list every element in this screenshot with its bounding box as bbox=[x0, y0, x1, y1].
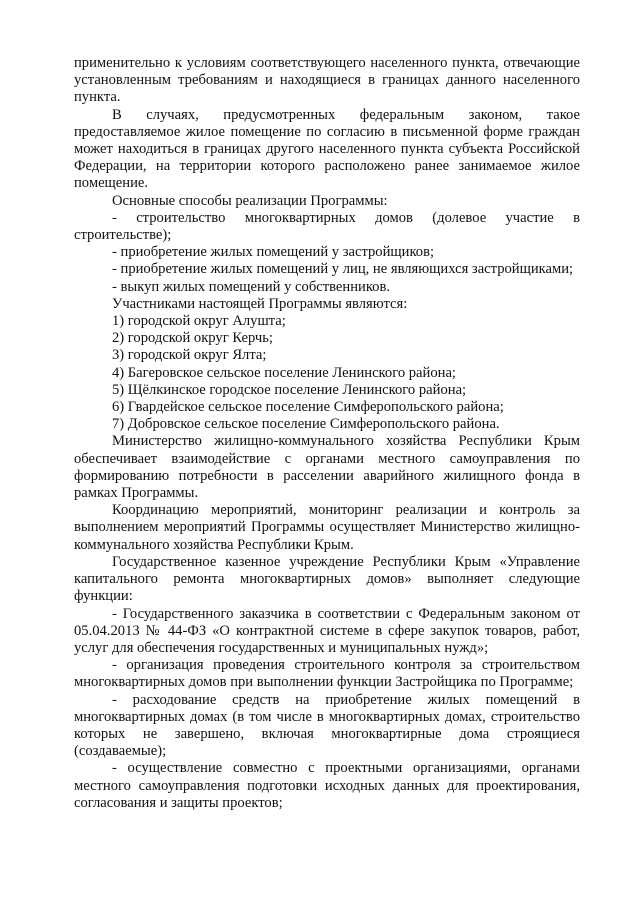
list-item: 3) городской округ Ялта; bbox=[112, 347, 267, 364]
list-item: - организация проведения строительного контроля за строительством многоквартирных домов при выполнении функции Застройщика по Программе; bbox=[74, 657, 580, 691]
list-item: 6) Гвардейское сельское поселение Симферопольского района; bbox=[112, 399, 504, 416]
list-item: 7) Добровское сельское поселение Симферопольского района. bbox=[112, 416, 500, 433]
document-body bbox=[74, 55, 580, 812]
paragraph: Участниками настоящей Программы являются: bbox=[112, 295, 408, 312]
list-item: - приобретение жилых помещений у застройщиков; bbox=[112, 244, 435, 261]
list-item: 2) городской округ Керчь; bbox=[112, 330, 273, 347]
paragraph: Министерство жилищно-коммунального хозяйства Республики Крым обеспечивает взаимодействие с органами местного самоуправления по формированию потребности в расселении аварийного жилищного фонда в рамках Программы. bbox=[74, 433, 580, 502]
list-item: 5) Щёлкинское городское поселение Ленинского района; bbox=[112, 381, 467, 398]
paragraph: В случаях, предусмотренных федеральным законом, такое предоставляемое жилое помещение по согласию в письменной форме граждан может находиться в границах другого населенного пункта субъекта Российской Федерации, на территории которого расположено ранее занимаемое жилое помещение. bbox=[74, 106, 580, 192]
paragraph: применительно к условиям соответствующего населенного пункта, отвечающие установленным требованиям и находящиеся в границах данного населенного пункта. bbox=[74, 55, 580, 106]
list-item: - Государственного заказчика в соответствии с Федеральным законом от 05.04.2013 № 44-ФЗ «О контрактной системе в сфере закупок товаров, работ, услуг для обеспечения государственных и муниципальных нужд»; bbox=[74, 605, 580, 656]
paragraph: Основные способы реализации Программы: bbox=[112, 192, 388, 209]
paragraph: Государственное казенное учреждение Республики Крым «Управление капитального ремонта многоквартирных домов» выполняет следующие функции: bbox=[74, 553, 580, 605]
list-item: 4) Багеровское сельское поселение Ленинского района; bbox=[112, 364, 456, 381]
list-item: - осуществление совместно с проектными организациями, органами местного самоуправления подготовки исходных данных для проектирования, согласования и защиты проектов; bbox=[74, 760, 580, 811]
paragraph: Координацию мероприятий, мониторинг реализации и контроль за выполнением мероприятий Программы осуществляет Министерство жилищно-коммунального хозяйства Республики Крым. bbox=[74, 502, 580, 553]
list-item: - строительство многоквартирных домов (долевое участие в строительстве); bbox=[74, 209, 580, 244]
list-item: - расходование средств на приобретение жилых помещений в многоквартирных домах (в том числе в многоквартирных домах, строительство которых не завершено, включая многоквартирные дома строящиеся (создаваемые); bbox=[74, 691, 580, 760]
list-item: - выкуп жилых помещений у собственников. bbox=[112, 278, 391, 295]
list-item: 1) городской округ Алушта; bbox=[112, 313, 286, 330]
list-item: - приобретение жилых помещений у лиц, не являющихся застройщиками; bbox=[112, 261, 574, 278]
